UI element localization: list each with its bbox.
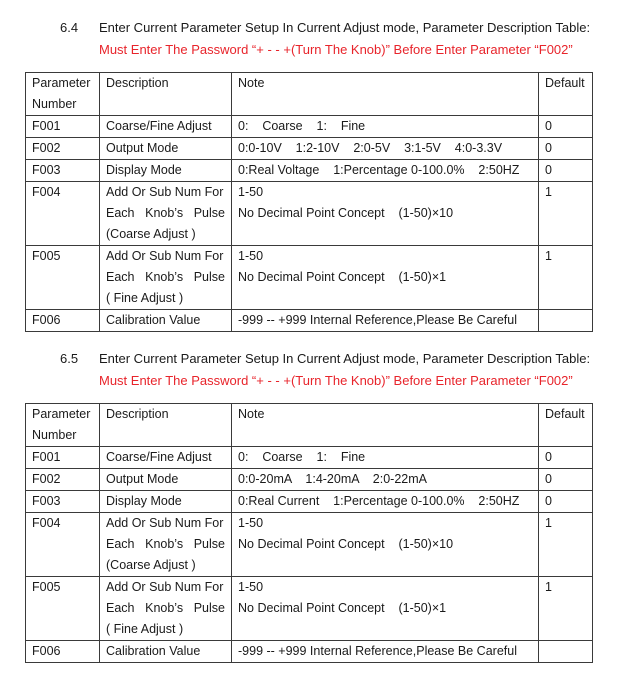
header-parameter-number: Parameter Number <box>26 404 100 447</box>
table-row <box>26 138 593 160</box>
param-default: 0 <box>539 116 593 138</box>
param-code: F001 <box>26 116 100 138</box>
section-number: 6.5 <box>60 351 79 366</box>
password-note: Must Enter The Password “+ - - +(Turn The Knob)” Before Enter Parameter “F002” <box>99 373 573 388</box>
param-note: -999 -- +999 Internal Reference,Please Be Careful <box>232 310 539 332</box>
param-note: 1-50 No Decimal Point Concept (1-50)×10 <box>232 182 539 246</box>
param-code: F003 <box>26 160 100 182</box>
parameter-table-6-4 <box>25 72 593 332</box>
section-title: Enter Current Parameter Setup In Current Adjust mode, Parameter Description Table: <box>99 351 591 366</box>
section-heading-6-5 <box>0 349 627 393</box>
param-note: 1-50 No Decimal Point Concept (1-50)×1 <box>232 577 539 641</box>
table-row <box>26 160 593 182</box>
table-header-row <box>26 404 593 447</box>
param-default <box>539 641 593 663</box>
table-row <box>26 491 593 513</box>
param-description: Add Or Sub Num For Each Knob’s Pulse ( Fine Adjust ) <box>100 246 232 310</box>
table-row <box>26 310 593 332</box>
table-row <box>26 116 593 138</box>
section-number: 6.4 <box>60 20 79 35</box>
param-description: Coarse/Fine Adjust <box>100 116 232 138</box>
param-default: 0 <box>539 469 593 491</box>
param-code: F001 <box>26 447 100 469</box>
table-row <box>26 577 593 641</box>
param-description: Add Or Sub Num For Each Knob’s Pulse (Coarse Adjust ) <box>100 182 232 246</box>
param-description: Calibration Value <box>100 641 232 663</box>
param-description: Add Or Sub Num For Each Knob’s Pulse (Coarse Adjust ) <box>100 513 232 577</box>
param-description: Calibration Value <box>100 310 232 332</box>
param-note: 0: Coarse 1: Fine <box>232 447 539 469</box>
param-description: Coarse/Fine Adjust <box>100 447 232 469</box>
header-default: Default <box>539 73 593 116</box>
param-note: 1-50 No Decimal Point Concept (1-50)×10 <box>232 513 539 577</box>
param-default: 0 <box>539 491 593 513</box>
param-note: 0:Real Voltage 1:Percentage 0-100.0% 2:50HZ <box>232 160 539 182</box>
param-code: F006 <box>26 641 100 663</box>
section-title: Enter Current Parameter Setup In Current Adjust mode, Parameter Description Table: <box>99 20 591 35</box>
param-note: 0: Coarse 1: Fine <box>232 116 539 138</box>
param-default: 1 <box>539 513 593 577</box>
param-code: F002 <box>26 469 100 491</box>
param-default <box>539 310 593 332</box>
param-note: 1-50 No Decimal Point Concept (1-50)×1 <box>232 246 539 310</box>
header-parameter-number: Parameter Number <box>26 73 100 116</box>
table-row <box>26 182 593 246</box>
param-description: Output Mode <box>100 469 232 491</box>
table-row <box>26 641 593 663</box>
header-description: Description <box>100 73 232 116</box>
param-description: Display Mode <box>100 491 232 513</box>
table-header-row <box>26 73 593 116</box>
param-default: 0 <box>539 447 593 469</box>
param-code: F004 <box>26 513 100 577</box>
param-description: Add Or Sub Num For Each Knob’s Pulse ( Fine Adjust ) <box>100 577 232 641</box>
table-row <box>26 447 593 469</box>
param-description: Display Mode <box>100 160 232 182</box>
param-code: F004 <box>26 182 100 246</box>
header-note: Note <box>232 73 539 116</box>
table-row <box>26 246 593 310</box>
param-description: Output Mode <box>100 138 232 160</box>
parameter-table-6-5 <box>25 403 593 663</box>
param-default: 1 <box>539 246 593 310</box>
header-note: Note <box>232 404 539 447</box>
param-note: 0:0-20mA 1:4-20mA 2:0-22mA <box>232 469 539 491</box>
table-row <box>26 513 593 577</box>
param-code: F002 <box>26 138 100 160</box>
param-code: F005 <box>26 577 100 641</box>
header-description: Description <box>100 404 232 447</box>
param-code: F005 <box>26 246 100 310</box>
header-default: Default <box>539 404 593 447</box>
password-note: Must Enter The Password “+ - - +(Turn The Knob)” Before Enter Parameter “F002” <box>99 42 573 57</box>
param-default: 0 <box>539 160 593 182</box>
param-default: 1 <box>539 182 593 246</box>
param-default: 1 <box>539 577 593 641</box>
param-note: 0:Real Current 1:Percentage 0-100.0% 2:50HZ <box>232 491 539 513</box>
param-default: 0 <box>539 138 593 160</box>
param-note: 0:0-10V 1:2-10V 2:0-5V 3:1-5V 4:0-3.3V <box>232 138 539 160</box>
param-note: -999 -- +999 Internal Reference,Please Be Careful <box>232 641 539 663</box>
param-code: F003 <box>26 491 100 513</box>
table-row <box>26 469 593 491</box>
param-code: F006 <box>26 310 100 332</box>
section-heading-6-4 <box>0 18 627 62</box>
